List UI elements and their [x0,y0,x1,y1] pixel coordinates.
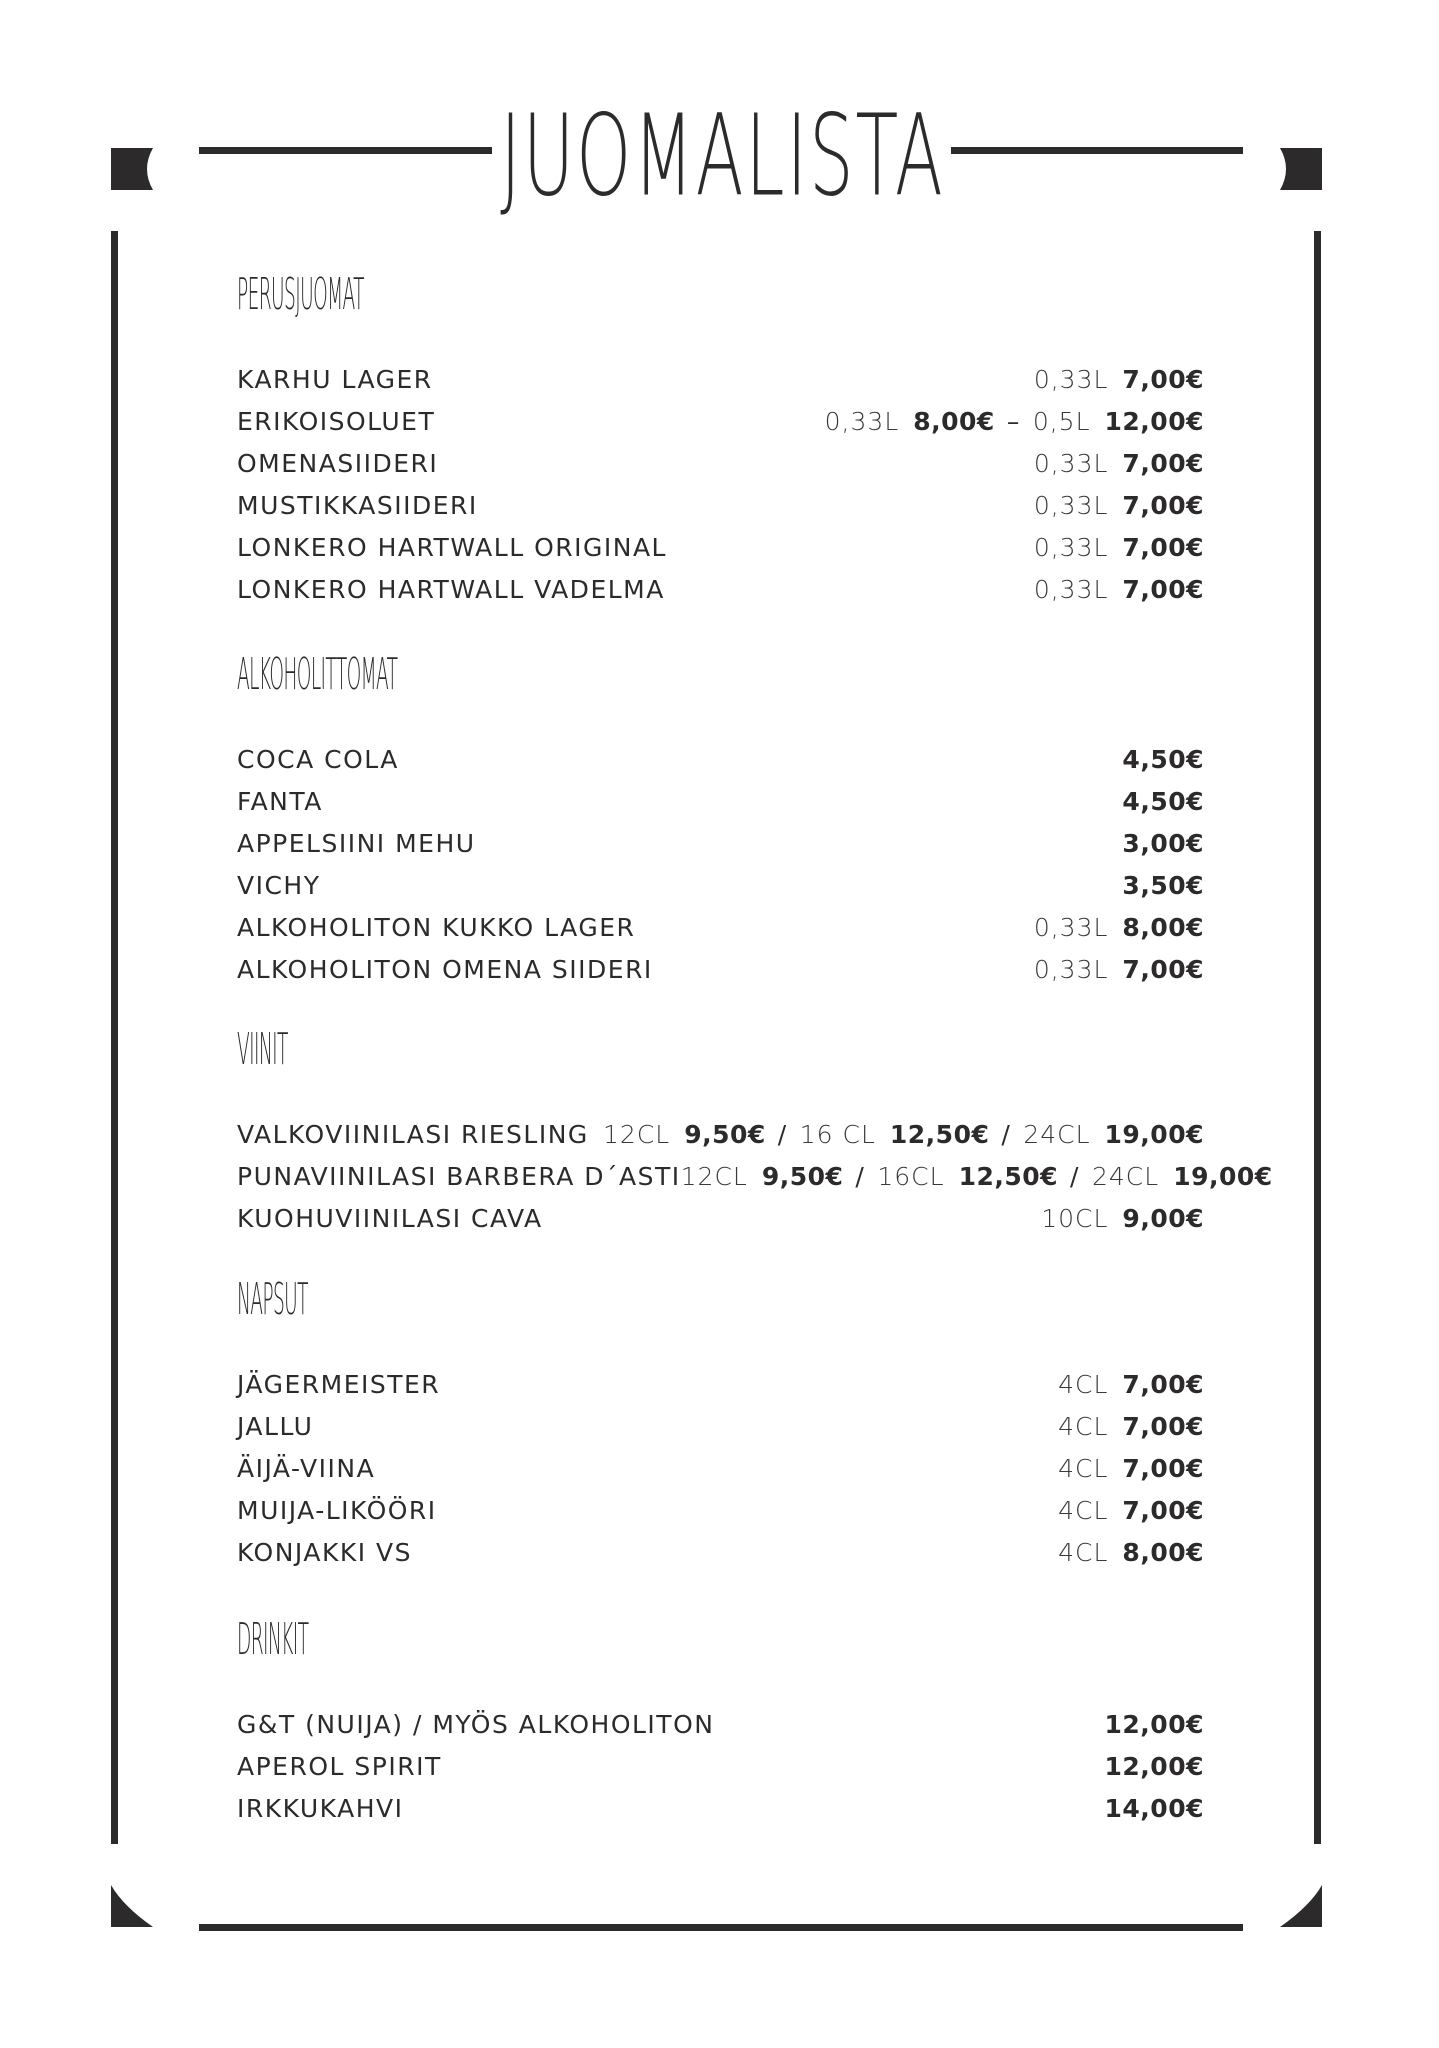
corner-ornament-top-left [111,148,153,190]
menu-item [237,526,1204,568]
item-price: 19,00€ [1104,1119,1204,1149]
item-name: LONKERO HARTWALL ORIGINAL [237,532,667,562]
item-price-group [1105,1794,1204,1823]
item-price: 8,00€ [1122,1537,1204,1567]
menu-item [237,1405,1204,1447]
item-name: VICHY [237,870,321,900]
item-price: 7,00€ [1122,364,1204,394]
item-price: 7,00€ [1122,532,1204,562]
item-price-group [825,407,1204,436]
menu-item [237,948,1204,990]
item-name: MUIJA-LIKÖÖRI [237,1495,437,1525]
menu-section [237,650,1204,990]
item-price: 7,00€ [1122,1411,1204,1441]
item-name: KONJAKKI VS [237,1537,413,1567]
menu-item [237,1447,1204,1489]
item-volume: 24CL [1091,1161,1160,1191]
price-separator: / [1070,1161,1080,1191]
menu-section [237,1025,1273,1239]
item-price-group [1122,871,1204,900]
item-name: ALKOHOLITON OMENA SIIDERI [237,954,653,984]
item-name: LONKERO HARTWALL VADELMA [237,574,665,604]
item-volume: 4CL [1058,1453,1109,1483]
menu-item [237,358,1204,400]
item-price-group [1122,829,1204,858]
price-separator: – [1006,406,1021,436]
item-price-group [1122,745,1204,774]
item-price-group [1034,533,1204,562]
item-price: 7,00€ [1122,1369,1204,1399]
price-separator: / [855,1161,866,1191]
item-name: ALKOHOLITON KUKKO LAGER [237,912,636,942]
item-price: 7,00€ [1122,448,1204,478]
item-name: VALKOVIINILASI RIESLING [237,1119,589,1149]
item-volume: 10CL [1041,1203,1109,1233]
item-volume: 4CL [1058,1537,1109,1567]
menu-item [237,1197,1204,1239]
item-name: ERIKOISOLUET [237,406,436,436]
item-price-group [1105,1710,1204,1739]
item-price: 4,50€ [1122,744,1204,774]
item-price: 7,00€ [1122,1453,1204,1483]
price-separator: / [1001,1119,1012,1149]
item-price: 14,00€ [1104,1793,1204,1823]
item-volume: 0,33L [1033,954,1109,984]
item-volume: 0,33L [824,406,900,436]
item-name: KARHU LAGER [237,364,433,394]
item-price: 7,00€ [1122,574,1204,604]
menu-item [237,738,1204,780]
item-price-group [681,1162,1273,1191]
item-volume: 0,33L [1033,532,1109,562]
menu-item [237,1363,1204,1405]
item-name: JALLU [237,1411,314,1441]
item-price: 7,00€ [1122,1495,1204,1525]
item-name: ÄIJÄ-VIINA [237,1453,376,1483]
item-price-group [1105,1752,1204,1781]
menu-item [237,1787,1204,1829]
menu-item [237,864,1204,906]
item-price-group [1058,1538,1204,1567]
item-price: 9,50€ [761,1161,844,1191]
price-separator: / [777,1119,788,1149]
item-volume: 0,33L [1033,364,1109,394]
item-name: OMENASIIDERI [237,448,439,478]
item-name: FANTA [237,786,323,816]
menu-item [237,442,1204,484]
item-price: 3,50€ [1122,870,1204,900]
item-price: 12,00€ [1104,406,1204,436]
corner-ornament-bottom-left [111,1885,153,1927]
item-price-group [1122,787,1204,816]
item-price: 8,00€ [1122,912,1204,942]
right-border [1314,231,1321,1844]
top-left-divider [199,147,492,154]
item-price: 3,00€ [1122,828,1204,858]
item-price: 7,00€ [1122,490,1204,520]
item-volume: 24CL [1023,1119,1091,1149]
menu-item [237,568,1204,610]
menu-item [237,400,1204,442]
section-title: ALKOHOLITTOMAT [237,650,398,701]
section-title: NAPSUT [237,1275,308,1326]
menu-item [237,1155,1273,1197]
menu-item [237,1745,1204,1787]
item-name: MUSTIKKASIIDERI [237,490,478,520]
corner-ornament-top-right [1280,148,1322,190]
item-price: 19,00€ [1173,1161,1273,1191]
top-right-divider [951,147,1243,154]
menu-item [237,484,1204,526]
item-price-group [1041,1204,1204,1233]
menu-section [237,1275,1204,1573]
item-price-group [1034,449,1204,478]
menu-item [237,1703,1204,1745]
left-border [111,231,118,1844]
item-price: 12,50€ [889,1119,990,1149]
item-name: APEROL SPIRIT [237,1751,442,1781]
menu-section [237,1615,1204,1829]
item-price-group [603,1120,1204,1149]
item-volume: 0,33L [1033,574,1109,604]
corner-ornament-bottom-right [1280,1885,1322,1927]
section-title: VIINIT [237,1025,288,1076]
item-volume: 12CL [603,1119,671,1149]
item-volume: 12CL [680,1161,748,1191]
item-price-group [1058,1412,1204,1441]
item-price-group [1034,575,1204,604]
menu-item [237,780,1204,822]
item-price: 9,50€ [684,1119,766,1149]
item-volume: 4CL [1058,1411,1109,1441]
item-price: 7,00€ [1122,954,1204,984]
item-volume: 0,33L [1033,448,1109,478]
menu-item [237,906,1204,948]
item-price-group [1034,491,1204,520]
item-price: 12,00€ [1104,1751,1204,1781]
item-name: PUNAVIINILASI BARBERA D´ASTI [237,1161,681,1191]
section-title: PERUSJUOMAT [237,270,364,321]
item-price-group [1034,365,1204,394]
item-price-group [1034,955,1204,984]
item-volume: 4CL [1058,1495,1109,1525]
item-volume: 0,33L [1033,912,1109,942]
menu-item [237,822,1204,864]
page-title: JUOMALISTA [500,90,945,222]
item-price: 12,00€ [1104,1709,1204,1739]
item-price: 9,00€ [1122,1203,1204,1233]
item-volume: 16CL [877,1161,945,1191]
bottom-divider [199,1924,1243,1931]
item-price-group [1058,1454,1204,1483]
item-price-group [1034,913,1204,942]
item-price: 8,00€ [913,406,995,436]
item-volume: 16 CL [799,1119,876,1149]
item-name: JÄGERMEISTER [237,1369,441,1399]
menu-item [237,1531,1204,1573]
menu-item [237,1113,1204,1155]
item-name: IRKKUKAHVI [237,1793,404,1823]
item-name: G&T (NUIJA) / MYÖS ALKOHOLITON [237,1709,715,1739]
item-name: KUOHUVIINILASI CAVA [237,1203,543,1233]
item-price: 12,50€ [958,1161,1059,1191]
item-price-group [1058,1370,1204,1399]
section-title: DRINKIT [237,1615,309,1666]
menu-item [237,1489,1204,1531]
item-volume: 0,33L [1033,490,1109,520]
menu-section [237,270,1204,610]
item-volume: 4CL [1058,1369,1109,1399]
item-volume: 0,5L [1032,406,1091,436]
item-name: APPELSIINI MEHU [237,828,476,858]
item-price: 4,50€ [1122,786,1204,816]
item-name: COCA COLA [237,744,399,774]
item-price-group [1058,1496,1204,1525]
